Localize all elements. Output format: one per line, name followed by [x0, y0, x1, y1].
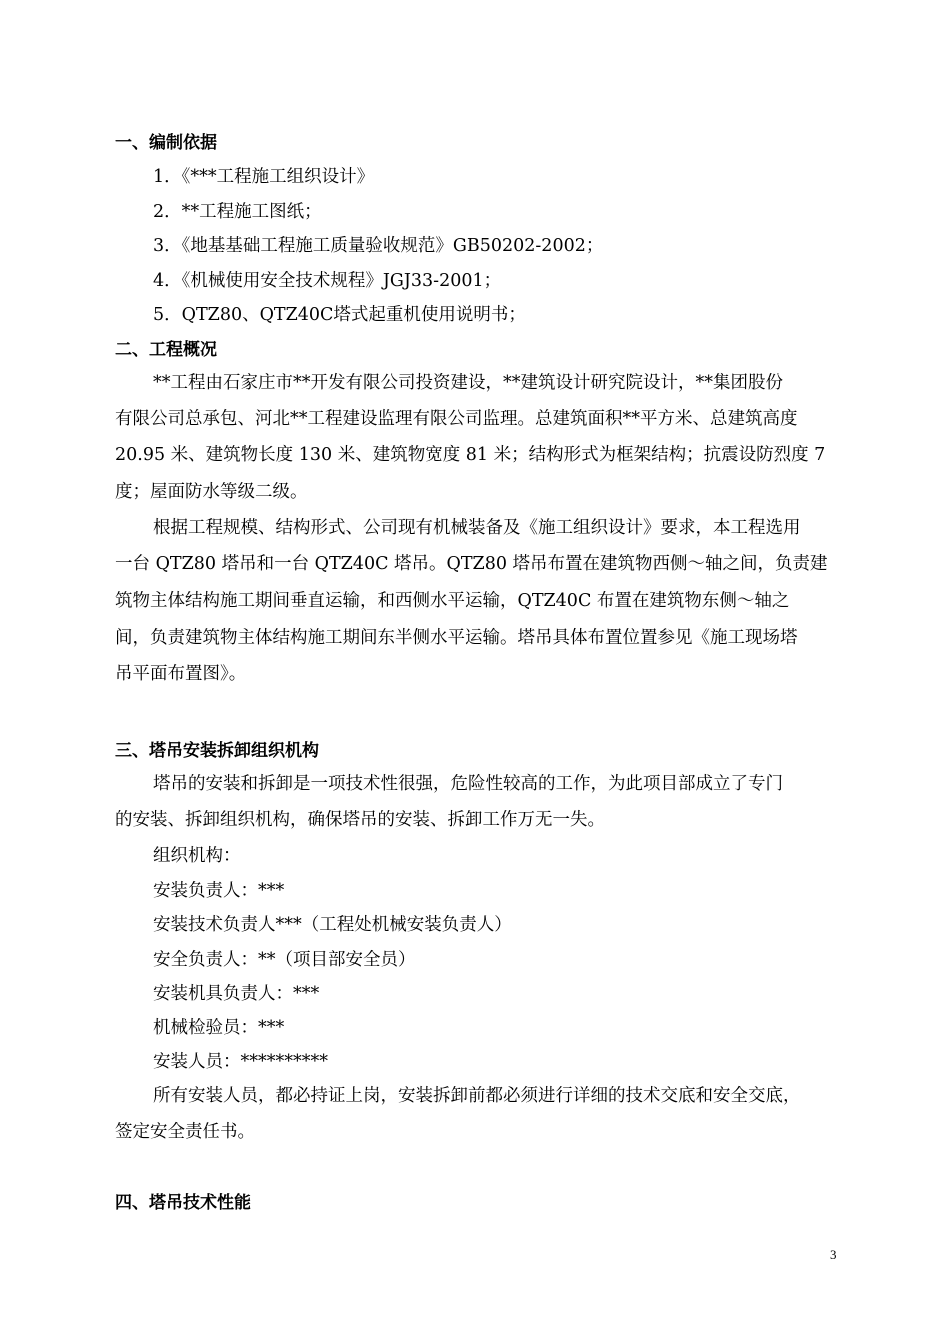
overview-paragraph-line: 有限公司总承包、河北**工程建设监理有限公司监理。总建筑面积**平方米、总建筑高度	[115, 409, 798, 429]
section-heading-organization: 三、塔吊安装拆卸组织机构	[115, 741, 319, 761]
basis-item: 5．QTZ80、QTZ40C塔式起重机使用说明书；	[153, 305, 526, 325]
organization-member: 安全负责人：**（项目部安全员）	[153, 950, 416, 970]
section-heading-basis: 一、编制依据	[115, 133, 217, 153]
page-number: 3	[830, 1247, 837, 1262]
basis-item: 1．《***工程施工组织设计》	[153, 167, 375, 187]
organization-member: 安装机具负责人：***	[153, 984, 320, 1004]
overview-paragraph-line: 筑物主体结构施工期间垂直运输，和西侧水平运输，QTZ40C 布置在建筑物东侧～轴之	[115, 591, 790, 611]
basis-item: 4．《机械使用安全技术规程》JGJ33-2001；	[153, 271, 502, 291]
overview-paragraph-line: 20.95 米、建筑物长度 130 米、建筑物宽度 81 米；结构形式为框架结构；抗震设防烈度 7	[115, 445, 826, 465]
basis-item: 3．《地基基础工程施工质量验收规范》GB50202-2002；	[153, 236, 604, 256]
overview-paragraph-line: 间，负责建筑物主体结构施工期间东半侧水平运输。塔吊具体布置位置参见《施工现场塔	[115, 628, 798, 648]
section-heading-overview: 二、工程概况	[115, 340, 217, 360]
organization-member: 机械检验员：***	[153, 1018, 285, 1038]
overview-paragraph-line: 吊平面布置图》。	[115, 664, 247, 684]
overview-paragraph-line: 一台 QTZ80 塔吊和一台 QTZ40C 塔吊。QTZ80 塔吊布置在建筑物西侧～轴之间，负责建	[115, 554, 828, 574]
overview-paragraph-line: **工程由石家庄市**开发有限公司投资建设，**建筑设计研究院设计，**集团股份	[153, 373, 783, 393]
overview-paragraph-line: 根据工程规模、结构形式、公司现有机械装备及《施工组织设计》要求，本工程选用	[153, 518, 801, 538]
organization-closing-line: 所有安装人员，都必持证上岗，安装拆卸前都必须进行详细的技术交底和安全交底，	[153, 1086, 801, 1106]
section-heading-performance: 四、塔吊技术性能	[115, 1193, 251, 1213]
basis-item: 2．**工程施工图纸；	[153, 202, 322, 222]
organization-member: 安装负责人：***	[153, 881, 285, 901]
organization-member: 安装技术负责人***（工程处机械安装负责人）	[153, 915, 512, 935]
organization-intro-line: 塔吊的安装和拆卸是一项技术性很强，危险性较高的工作，为此项目部成立了专门	[153, 774, 783, 794]
organization-member: 安装人员：**********	[153, 1052, 328, 1072]
organization-label: 组织机构：	[153, 846, 241, 866]
organization-intro-line: 的安装、拆卸组织机构，确保塔吊的安装、拆卸工作万无一失。	[115, 810, 605, 830]
overview-paragraph-line: 度；屋面防水等级二级。	[115, 482, 308, 502]
organization-closing-line: 签定安全责任书。	[115, 1122, 255, 1142]
